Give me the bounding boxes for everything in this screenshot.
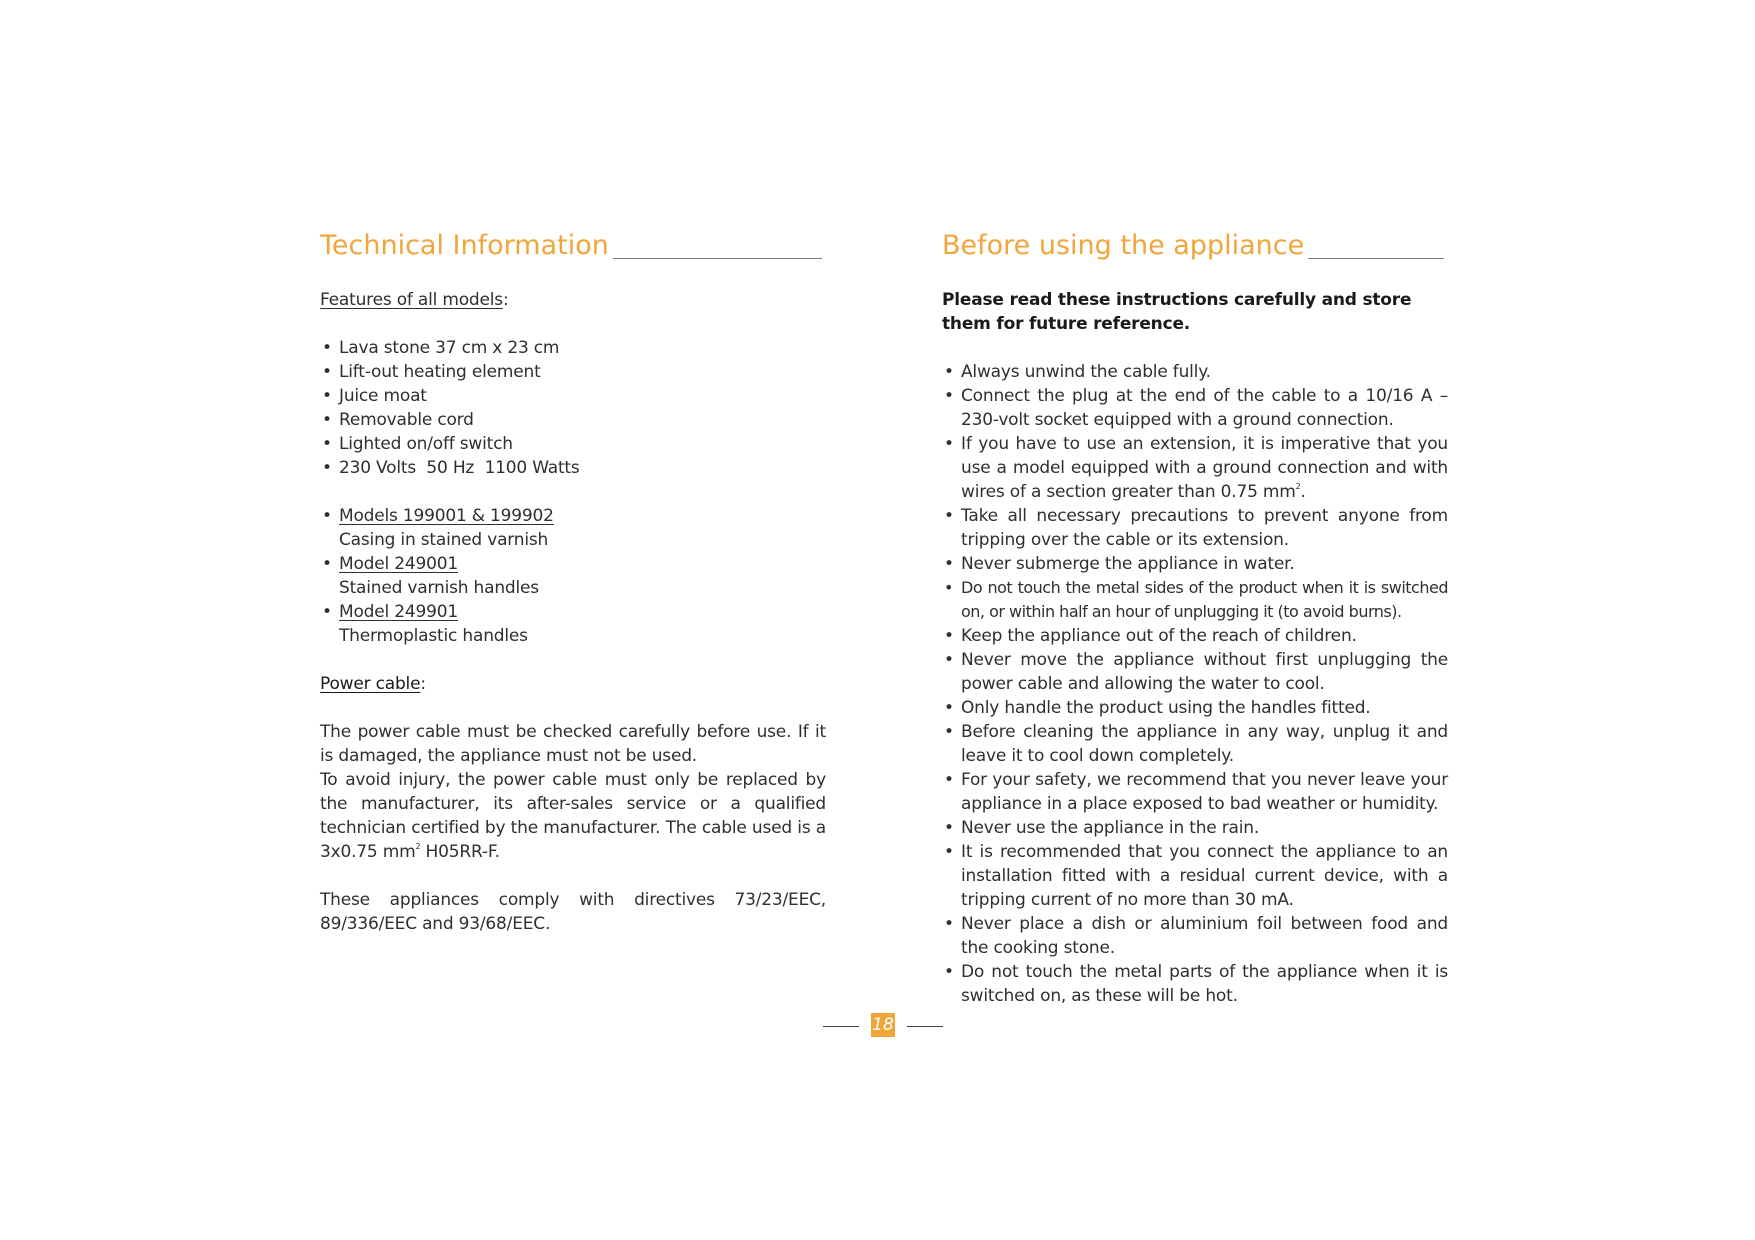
footer-rule-right bbox=[907, 1026, 943, 1027]
page-number: 18 bbox=[872, 1015, 894, 1035]
list-item: • For your safety, we recommend that you never leave your appliance in a place exposed to bad weather or humidity. bbox=[944, 770, 1448, 814]
list-item: • Always unwind the cable fully. bbox=[944, 362, 1211, 382]
model-item: • Models 199001 & 199902 Casing in stained varnish bbox=[322, 506, 554, 550]
technical-information-column bbox=[320, 226, 826, 936]
before-using-heading bbox=[942, 226, 1448, 266]
list-item: • Lighted on/off switch bbox=[322, 434, 513, 454]
model-name: Model 249001 bbox=[339, 554, 458, 574]
model-name: Models 199001 & 199902 bbox=[339, 506, 554, 526]
list-item: • Never use the appliance in the rain. bbox=[944, 818, 1260, 838]
technical-information-heading bbox=[320, 226, 826, 266]
list-item: • It is recommended that you connect the appliance to an installation fitted with a residual current device, with a tripping current of no more than 30 mA. bbox=[944, 842, 1448, 910]
list-item: • Never submerge the appliance in water. bbox=[944, 554, 1295, 574]
power-cable-paragraph-2: To avoid injury, the power cable must only be replaced by the manufacturer, its after-sales service or a qualified technician certified by the manufacturer. The cable used is a 3x0.75 $mm^2$ H05RR-F. bbox=[320, 770, 826, 862]
power-cable-heading: Power cable: bbox=[320, 674, 426, 694]
model-item: • Model 249901 Thermoplastic handles bbox=[322, 602, 528, 646]
list-item: • Do not touch the metal parts of the appliance when it is switched on, as these will be hot. bbox=[944, 962, 1448, 1006]
model-desc: Casing in stained varnish bbox=[339, 530, 549, 550]
model-desc: Thermoplastic handles bbox=[339, 626, 528, 646]
before-using-title: Before using the appliance bbox=[942, 230, 1308, 261]
page-footer bbox=[823, 1013, 943, 1037]
list-item: • 230 Volts 50 Hz 1100 Watts bbox=[322, 458, 580, 478]
list-item: • Before cleaning the appliance in any way, unplug it and leave it to cool down completely. bbox=[944, 722, 1448, 766]
list-item: • If you have to use an extension, it is imperative that you use a model equipped with a ground connection and with wires of a section greater than 0.75 $mm^2$. bbox=[944, 434, 1448, 502]
list-item: • Juice moat bbox=[322, 386, 427, 406]
list-item: • Lift-out heating element bbox=[322, 362, 541, 382]
technical-information-title: Technical Information bbox=[320, 230, 613, 261]
list-item: • Lava stone 37 cm x 23 cm bbox=[322, 338, 560, 358]
before-using-column bbox=[942, 226, 1448, 1008]
features-heading bbox=[320, 288, 826, 312]
directives-paragraph: These appliances comply with directives 73/23/EEC, 89/336/EEC and 93/68/EEC. bbox=[320, 890, 826, 934]
list-item: • Take all necessary precautions to prevent anyone from tripping over the cable or its extension. bbox=[944, 506, 1448, 550]
intro-text: Please read these instructions carefully and store them for future reference. bbox=[942, 290, 1412, 334]
power-cable-paragraph-1: The power cable must be checked carefully before use. If it is damaged, the appliance must not be used. bbox=[320, 722, 826, 766]
list-item: • Only handle the product using the handles fitted. bbox=[944, 698, 1371, 718]
list-item: • Removable cord bbox=[322, 410, 474, 430]
safety-list bbox=[942, 360, 1448, 1008]
model-desc: Stained varnish handles bbox=[339, 578, 539, 598]
list-item: • Never move the appliance without first unplugging the power cable and allowing the water to cool. bbox=[944, 650, 1448, 694]
list-item: • Never place a dish or aluminium foil between food and the cooking stone. bbox=[944, 914, 1448, 958]
footer-rule-left bbox=[823, 1026, 859, 1027]
features-label: Features of all models bbox=[320, 290, 503, 310]
features-colon: : bbox=[502, 290, 509, 310]
features-list bbox=[320, 336, 826, 480]
list-item: • Do not touch the metal sides of the product when it is switched on, or within half an hour of unplugging it (to avoid burns). bbox=[944, 578, 1448, 621]
list-item: • Keep the appliance out of the reach of children. bbox=[944, 626, 1357, 646]
list-item: • Connect the plug at the end of the cable to a 10/16 A – 230-volt socket equipped with a ground connection. bbox=[944, 386, 1448, 430]
model-name: Model 249901 bbox=[339, 602, 458, 622]
power-cable-label: Power cable bbox=[320, 674, 421, 694]
model-item: • Model 249001 Stained varnish handles bbox=[322, 554, 539, 598]
models-list bbox=[320, 504, 826, 648]
